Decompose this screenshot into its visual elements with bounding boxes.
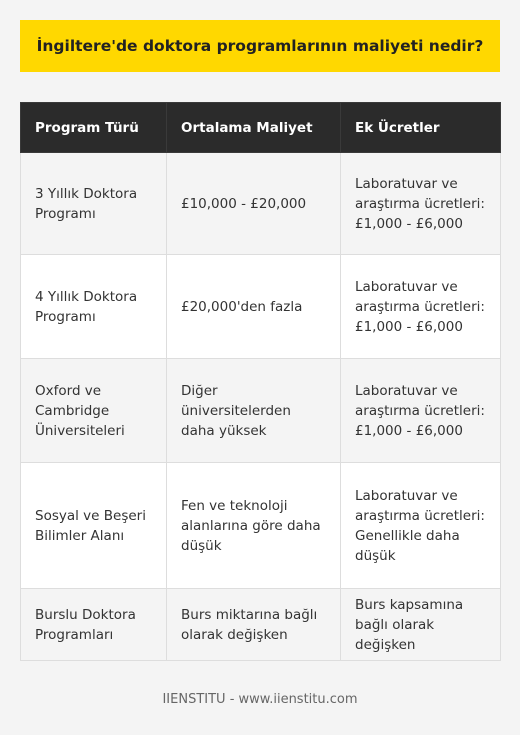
table-row [21, 589, 501, 661]
table-header-row [21, 103, 501, 153]
extra-fees-cell: Laboratuvar ve araştırma ücretleri: Genellikle daha düşük [341, 463, 501, 589]
extra-fees-cell: Laboratuvar ve araştırma ücretleri: £1,000 - £6,000 [341, 359, 501, 463]
average-cost-cell: £10,000 - £20,000 [167, 153, 341, 255]
footer-credit: IIENSTITU - www.iienstitu.com [162, 692, 358, 707]
page-title: İngiltere'de doktora programlarının maliyeti nedir? [20, 20, 500, 72]
extra-fees-cell: Burs kapsamına bağlı olarak değişken [341, 589, 501, 661]
table-row [21, 255, 501, 359]
cost-table [20, 102, 501, 661]
program-type-cell: 4 Yıllık Doktora Programı [21, 255, 167, 359]
average-cost-cell: Diğer üniversitelerden daha yüksek [167, 359, 341, 463]
table-row [21, 463, 501, 589]
table-row [21, 359, 501, 463]
extra-fees-cell: Laboratuvar ve araştırma ücretleri: £1,000 - £6,000 [341, 153, 501, 255]
column-header-average-cost: Ortalama Maliyet [167, 103, 341, 153]
average-cost-cell: Fen ve teknoloji alanlarına göre daha düşük [167, 463, 341, 589]
column-header-extra-fees: Ek Ücretler [341, 103, 501, 153]
extra-fees-cell: Laboratuvar ve araştırma ücretleri: £1,000 - £6,000 [341, 255, 501, 359]
program-type-cell: Burslu Doktora Programları [21, 589, 167, 661]
column-header-program-type: Program Türü [21, 103, 167, 153]
program-type-cell: Sosyal ve Beşeri Bilimler Alanı [21, 463, 167, 589]
average-cost-cell: £20,000'den fazla [167, 255, 341, 359]
program-type-cell: Oxford ve Cambridge Üniversiteleri [21, 359, 167, 463]
program-type-cell: 3 Yıllık Doktora Programı [21, 153, 167, 255]
average-cost-cell: Burs miktarına bağlı olarak değişken [167, 589, 341, 661]
table-row [21, 153, 501, 255]
